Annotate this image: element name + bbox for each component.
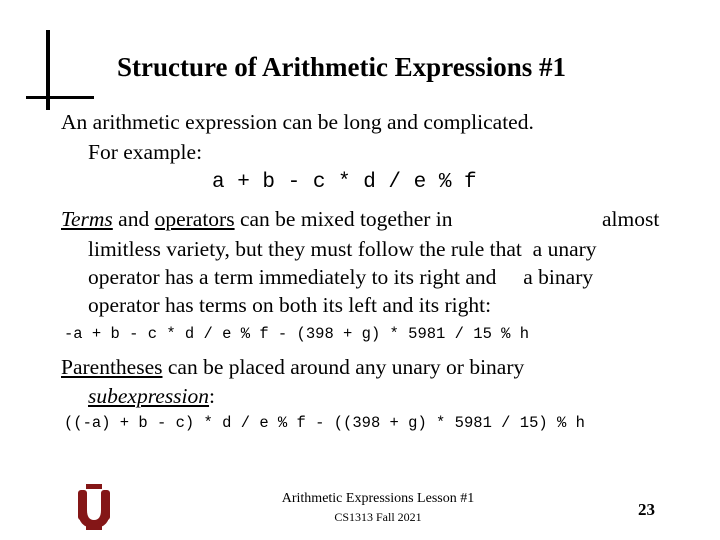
page-number: 23 [638, 500, 655, 519]
slide-title: Structure of Arithmetic Expressions #1 [117, 52, 566, 82]
parens-example-code: ((-a) + b - c) * d / e % f - ((398 + g) * 5981 / 15) % h [64, 414, 585, 432]
parens-label: Parentheses [61, 355, 163, 379]
parens-line-2 [88, 381, 215, 411]
terms-operators-label: operators [154, 207, 235, 231]
terms-term-label: Terms [61, 207, 113, 231]
ou-logo-icon [76, 484, 112, 530]
parens-line-1-rest: can be placed around any unary or binary [162, 355, 525, 379]
terms-line-3: operator has a term immediately to its right and a binary [88, 265, 594, 289]
terms-example-code: -a + b - c * d / e % f - (398 + g) * 5981 / 15 % h [64, 325, 530, 343]
parens-line-1 [61, 352, 524, 382]
terms-line-1-end: almost [602, 207, 660, 231]
intro-example-code: a + b - c * d / e % f [212, 171, 477, 194]
footer-lesson: Arithmetic Expressions Lesson #1 [281, 491, 475, 506]
terms-line-1-rest: can be mixed together in [234, 207, 453, 231]
intro-line-1: An arithmetic expression can be long and complicated. [61, 110, 534, 134]
title-rule-horizontal [26, 96, 94, 99]
parens-colon: : [209, 384, 216, 408]
terms-line-1 [61, 204, 453, 234]
footer-course: CS1313 Fall 2021 [334, 510, 422, 524]
terms-and: and [112, 207, 155, 231]
intro-line-2: For example: [88, 140, 203, 164]
subexpression-label: subexpression [88, 384, 210, 408]
terms-line-4: operator has terms on both its left and its right: [88, 293, 492, 317]
terms-line-2: limitless variety, but they must follow the rule that a unary [88, 237, 597, 261]
